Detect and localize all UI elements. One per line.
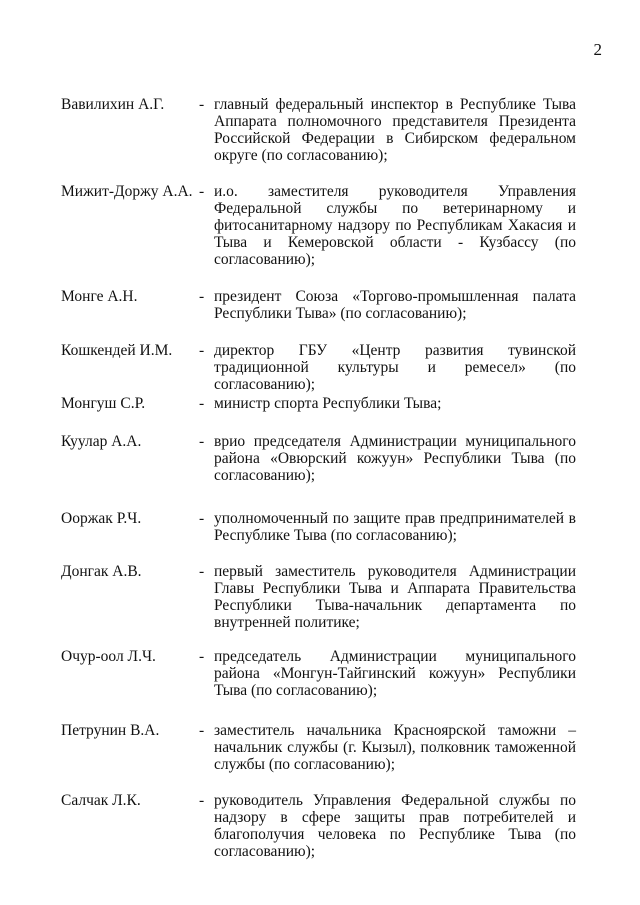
member-role: главный федеральный инспектор в Республике Тыва Аппарата полномочного представителя Президента Российской Федерации в Сибирском федеральном округе (по согласованию); — [214, 96, 576, 164]
dash-separator: - — [199, 648, 205, 665]
page-number: 2 — [593, 40, 602, 59]
member-name: Монге А.Н. — [61, 288, 138, 305]
dash-separator: - — [199, 395, 205, 412]
dash-separator: - — [199, 722, 205, 739]
member-role: президент Союза «Торгово-промышленная палата Республики Тыва» (по согласованию); — [214, 288, 576, 322]
member-name: Очур-оол Л.Ч. — [61, 648, 156, 665]
member-role: и.о. заместителя руководителя Управления Федеральной службы по ветеринарному и фитосанитарному надзору по Республикам Хакасия и Тыва и Кемеровской области - Кузбассу (по согласованию); — [214, 183, 576, 268]
dash-separator: - — [199, 510, 205, 527]
dash-separator: - — [199, 96, 205, 113]
member-name: Куулар А.А. — [61, 433, 142, 450]
dash-separator: - — [199, 433, 205, 450]
member-role: уполномоченный по защите прав предпринимателей в Республике Тыва (по согласованию); — [214, 510, 576, 544]
member-role: министр спорта Республики Тыва; — [214, 395, 442, 412]
member-name: Салчак Л.К. — [61, 792, 141, 809]
member-name: Петрунин В.А. — [61, 722, 160, 739]
member-name: Донгак А.В. — [61, 563, 142, 580]
member-name: Ооржак Р.Ч. — [61, 510, 142, 527]
member-name: Мижит-Доржу А.А. — [61, 183, 193, 200]
dash-separator: - — [199, 288, 205, 305]
member-role: первый заместитель руководителя Администрации Главы Республики Тыва и Аппарата Правительства Республики Тыва-начальник департамента по внутренней политике; — [214, 563, 576, 631]
member-role: руководитель Управления Федеральной службы по надзору в сфере защиты прав потребителей и благополучия человека по Республике Тыва (по согласованию); — [214, 792, 576, 860]
member-name: Кошкендей И.М. — [61, 342, 173, 359]
dash-separator: - — [199, 563, 205, 580]
member-name: Монгуш С.Р. — [61, 395, 146, 412]
dash-separator: - — [199, 183, 205, 200]
member-role: врио председателя Администрации муниципального района «Овюрский кожуун» Республики Тыва (по согласованию); — [214, 433, 576, 484]
member-role: председатель Администрации муниципального района «Монгун-Тайгинский кожуун» Республики Тыва (по согласованию); — [214, 648, 576, 699]
member-role: заместитель начальника Красноярской таможни – начальник службы (г. Кызыл), полковник таможенной службы (по согласованию); — [214, 722, 576, 773]
dash-separator: - — [199, 342, 205, 359]
dash-separator: - — [199, 792, 205, 809]
member-name: Вавилихин А.Г. — [61, 96, 165, 113]
member-role: директор ГБУ «Центр развития тувинской традиционной культуры и ремесел» (по согласованию); — [214, 342, 576, 393]
